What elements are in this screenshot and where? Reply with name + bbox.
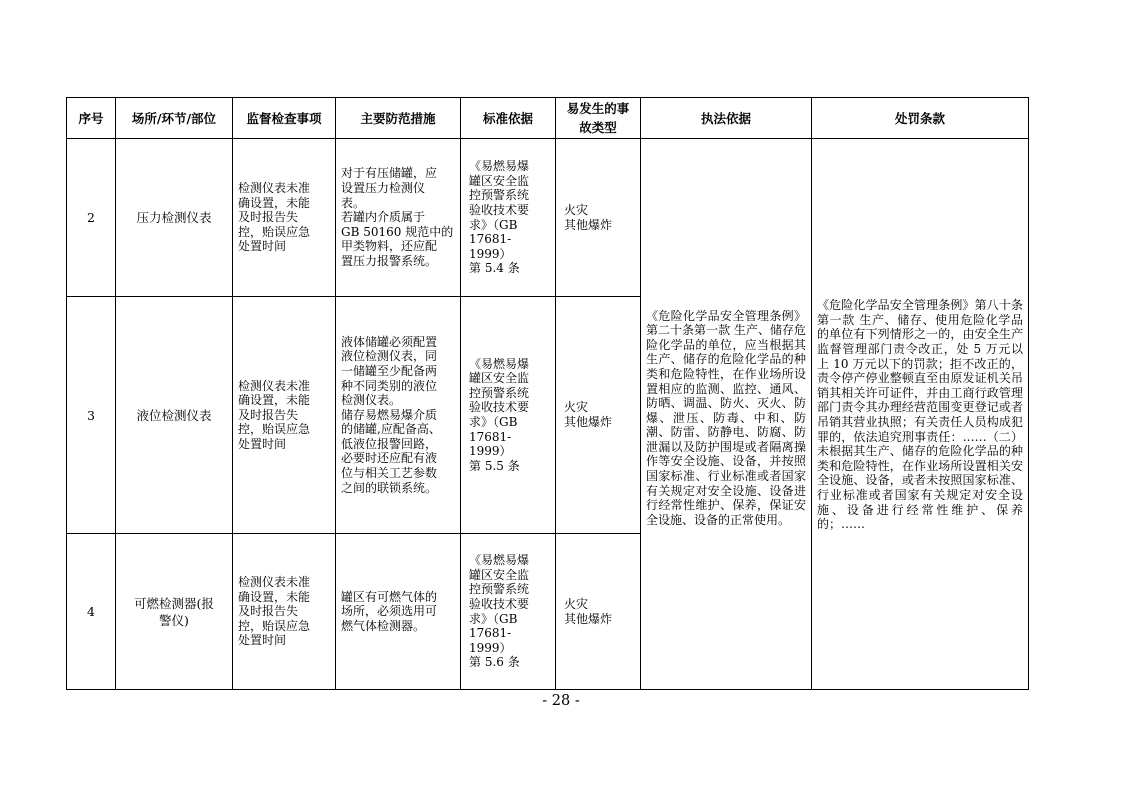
row-measures: 对于有压储罐，应 设置压力检测仪 表。 若罐内介质属于 GB 50160 规范中的 甲类物料，还应配 置压力报警系统。 — [341, 166, 454, 268]
page-number: - 28 - — [542, 693, 580, 709]
row-standard: 《易燃易爆 罐区安全监 控预警系统 验收技术要 求》（GB 17681-1999） 第 5.5 条 — [469, 356, 530, 473]
header-accident: 易发生的事 故类型 — [556, 98, 641, 139]
row-place: 可燃检测器(报 警仪) — [116, 534, 233, 690]
row-item: 检测仪表未准 确设置，未能 及时报告失 控，贻误应急 处置时间 — [238, 575, 311, 648]
row-index: 3 — [67, 297, 116, 534]
row-place: 液位检测仪表 — [116, 297, 233, 534]
header-index: 序号 — [67, 98, 116, 139]
inspection-table — [66, 97, 1029, 690]
row-accident: 火灾 其他爆炸 — [564, 596, 613, 626]
header-standard: 标准依据 — [461, 98, 556, 139]
header-place: 场所/环节/部位 — [116, 98, 233, 139]
header-penalty: 处罚条款 — [812, 98, 1029, 139]
row-measures: 液体储罐必须配置 液位检测仪表，同 一储罐至少配备两 种不同类别的液位 检测仪表。 储存易燃易爆介质 的储罐,应配备高、 低液位报警回路， 必要时还应配有液 位与相关工艺参数 之间的联锁系统。 — [341, 334, 441, 495]
row-measures: 罐区有可燃气体的 场所，必须选用可 燃气体检测器。 — [341, 589, 438, 633]
row-place: 压力检测仪表 — [116, 139, 233, 297]
header-law: 执法依据 — [641, 98, 812, 139]
header-row — [67, 98, 1029, 139]
row-index: 4 — [67, 534, 116, 690]
table-row — [67, 139, 1029, 297]
row-item: 检测仪表未准 确设置，未能 及时报告失 控，贻误应急 处置时间 — [238, 378, 311, 451]
law-basis-text: 《危险化学品安全管理条例》第二十条第一款 生产、储存危险化学品的单位，应当根据其生产、储存的危险化学品的种类和危险特性，在作业场所设置相应的监测、监控、通风、防晒、调温、防火、灭火、防爆、泄压、防毒、中和、防潮、防雷、防静电、防腐、防泄漏以及防护围堤或者隔离操作等安全设施、设备，并按照国家标准、行业标准或者国家有关规定对安全设施、设备进行经常性维护、保养，保证安全设施、设备的正常使用。 — [646, 308, 806, 527]
penalty-text: 《危险化学品安全管理条例》第八十条第一款 生产、储存、使用危险化学品的单位有下列情形之一的，由安全生产监督管理部门责令改正，处 5 万元以上 10 万元以下的罚款；拒不改正的，责令停产停业整顿直至由原发证机关吊销其相关许可证件，并由工商行政管理部门责令其办理经营范围变更登记或者吊销其营业执照；有关责任人员构成犯罪的，依法追究刑事责任：……（二）未根据其生产、储存的危险化学品的种类和危险特性，在作业场所设置相关安全设施、设备，或者未按照国家标准、行业标准或者国家有关规定对安全设施、设备进行经常性维护、保养的；…… — [817, 298, 1023, 532]
row-item: 检测仪表未准 确设置，未能 及时报告失 控，贻误应急 处置时间 — [238, 181, 311, 254]
row-standard: 《易燃易爆 罐区安全监 控预警系统 验收技术要 求》（GB 17681-1999） 第 5.4 条 — [469, 159, 530, 276]
row-index: 2 — [67, 139, 116, 297]
row-accident: 火灾 其他爆炸 — [564, 202, 613, 232]
row-accident: 火灾 其他爆炸 — [564, 400, 613, 429]
header-item: 监督检查事项 — [233, 98, 336, 139]
header-measures: 主要防范措施 — [336, 98, 461, 139]
row-standard: 《易燃易爆 罐区安全监 控预警系统 验收技术要 求》（GB 17681-1999） 第 5.6 条 — [469, 553, 530, 670]
